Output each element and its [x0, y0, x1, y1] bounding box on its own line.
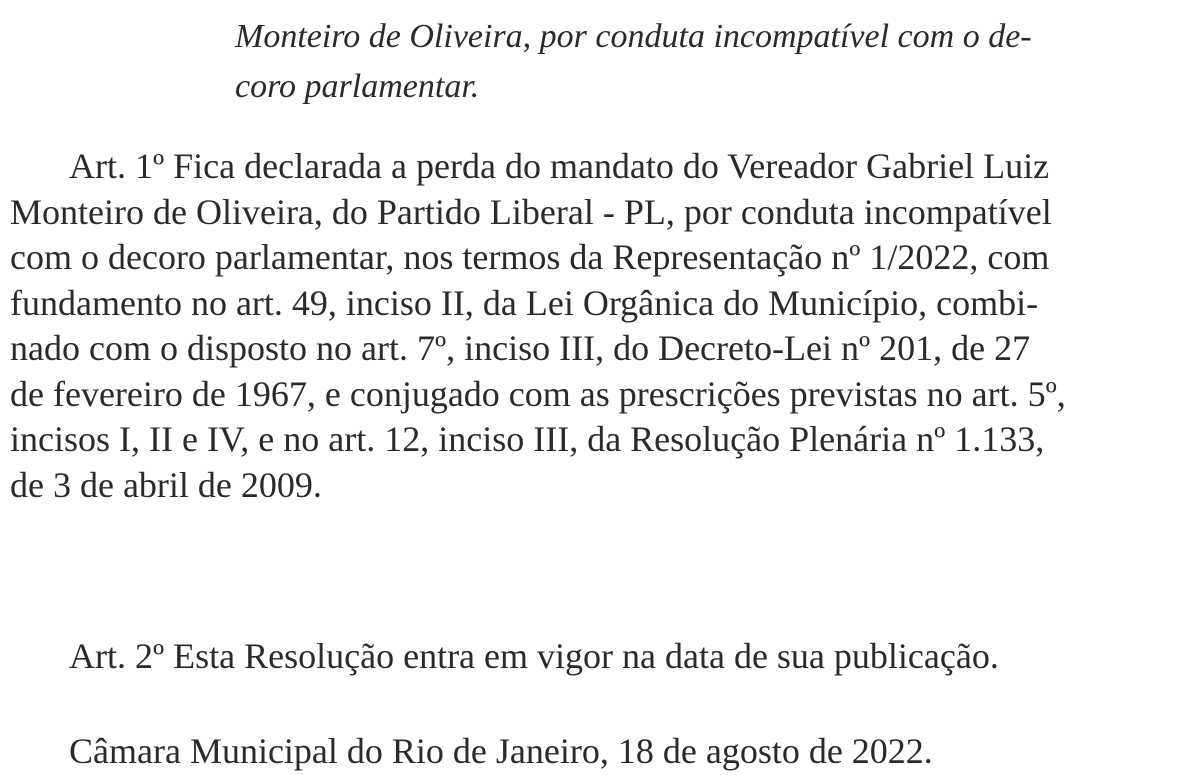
article-1-line: Art. 1º Fica declarada a perda do mandato do Vereador Gabriel Luiz [69, 146, 1050, 186]
ementa-block [235, 12, 1175, 112]
ementa-line: Monteiro de Oliveira, por conduta incompatível com o de- [235, 18, 1032, 55]
article-2-text: Art. 2º Esta Resolução entra em vigor na data de sua publicação. [69, 636, 999, 676]
closing-line [10, 729, 1190, 775]
article-1-line: nado com o disposto no art. 7º, inciso III, do Decreto-Lei nº 201, de 27 [10, 328, 1031, 368]
article-2 [10, 634, 1190, 680]
article-1-line: de fevereiro de 1967, e conjugado com as prescrições previstas no art. 5º, [10, 373, 1066, 414]
article-1-line: Monteiro de Oliveira, do Partido Liberal - PL, por conduta incompatível [10, 191, 1052, 232]
article-1-line: incisos I, II e IV, e no art. 12, inciso III, da Resolução Plenária nº 1.133, [10, 419, 1045, 459]
article-1 [10, 144, 1190, 508]
article-1-line: fundamento no art. 49, inciso II, da Lei Orgânica do Município, combi- [10, 282, 1039, 323]
closing-text: Câmara Municipal do Rio de Janeiro, 18 de agosto de 2022. [69, 731, 933, 771]
article-1-line: com o decoro parlamentar, nos termos da Representação nº 1/2022, com [10, 237, 1050, 277]
article-1-line: de 3 de abril de 2009. [10, 464, 322, 505]
ementa-line: coro parlamentar. [235, 68, 480, 105]
